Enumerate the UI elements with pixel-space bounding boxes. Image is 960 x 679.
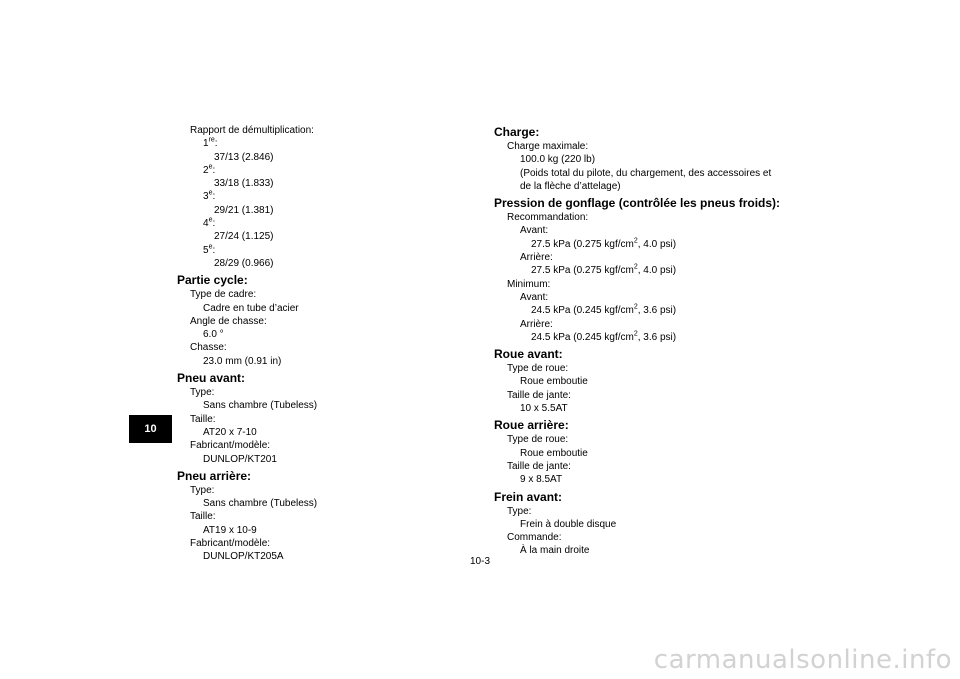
- max-load-note-1: (Poids total du pilote, du chargement, des accessoires et: [520, 167, 772, 179]
- front-brake-heading: Frein avant:: [494, 489, 563, 504]
- rear-wheel-type-value: Roue emboutie: [520, 447, 588, 459]
- gear-5-value: 28/29 (0.966): [214, 257, 274, 269]
- rear-tire-maker-value: DUNLOP/KT205A: [203, 551, 284, 563]
- chassis-heading: Partie cycle:: [177, 273, 248, 288]
- front-wheel-type-value: Roue emboutie: [520, 376, 588, 388]
- max-load-label: Charge maximale:: [507, 141, 589, 152]
- front-wheel-rim-label: Taille de jante:: [507, 389, 571, 401]
- page-number: 10-3: [469, 556, 490, 567]
- frame-type-label: Type de cadre:: [190, 289, 257, 301]
- rear-tire-heading: Pneu arrière:: [177, 468, 252, 483]
- gear-3-label: 3e:: [203, 190, 216, 203]
- front-tire-maker-value: DUNLOP/KT201: [203, 453, 277, 465]
- min-rear-value: 24.5 kPa (0.245 kgf/$cm^2$, 3.6 psi): [531, 330, 677, 343]
- rec-rear-label: Arrière:: [520, 252, 553, 264]
- gear-4-value: 27/24 (1.125): [214, 231, 274, 243]
- gear-3-value: 29/21 (1.381): [214, 204, 274, 216]
- trail-value: 23.0 mm (0.91 in): [203, 355, 282, 367]
- ratio-label: Rapport de démultiplication:: [190, 125, 314, 136]
- caster-label: Angle de chasse:: [190, 315, 267, 327]
- left-column: [177, 124, 437, 564]
- rear-wheel-heading: Roue arrière:: [494, 418, 569, 433]
- front-tire-size-label: Taille:: [190, 413, 216, 425]
- front-wheel-rim-value: 10 x 5.5AT: [520, 403, 568, 415]
- frame-type-value: Cadre en tube d’acier: [203, 302, 299, 314]
- front-wheel-type-label: Type de roue:: [507, 363, 569, 375]
- front-tire-type-label: Type:: [190, 387, 215, 399]
- gear-2-label: 2e:: [203, 163, 216, 176]
- rear-wheel-rim-value: 9 x 8.5AT: [520, 474, 563, 486]
- rear-wheel-type-label: Type de roue:: [507, 434, 569, 446]
- front-wheel-heading: Roue avant:: [494, 347, 563, 362]
- gear-4-label: 4e:: [203, 216, 216, 230]
- gear-1-value: 37/13 (2.846): [214, 151, 274, 163]
- recommended-label: Recommandation:: [507, 212, 589, 224]
- watermark: carmanualsonline.info: [653, 645, 952, 675]
- max-load-note-2: de la flèche d’attelage): [520, 180, 621, 192]
- rear-tire-type-value: Sans chambre (Tubeless): [203, 498, 318, 510]
- front-tire-heading: Pneu avant:: [177, 371, 246, 386]
- max-load-value: 100.0 kg (220 lb): [520, 154, 596, 166]
- front-brake-control-label: Commande:: [507, 532, 562, 544]
- gear-5-label: 5e:: [203, 243, 216, 256]
- rear-wheel-rim-label: Taille de jante:: [507, 460, 571, 472]
- pressure-heading: Pression de gonflage (contrôlée les pneus froids):: [494, 196, 781, 211]
- gear-1-label: 1re:: [203, 136, 218, 150]
- rec-front-label: Avant:: [520, 225, 549, 237]
- min-rear-label: Arrière:: [520, 318, 553, 330]
- gear-2-value: 33/18 (1.833): [214, 178, 274, 190]
- trail-label: Chasse:: [190, 342, 227, 354]
- rec-front-value: 27.5 kPa (0.275 kgf/$cm^2$, 4.0 psi): [531, 237, 677, 250]
- front-tire-type-value: Sans chambre (Tubeless): [203, 400, 318, 412]
- front-brake-type-label: Type:: [507, 505, 532, 517]
- rec-rear-value: 27.5 kPa (0.275 kgf/$cm^2$, 4.0 psi): [531, 264, 677, 277]
- chapter-tab: 10: [129, 415, 172, 443]
- front-tire-maker-label: Fabricant/modèle:: [190, 440, 271, 452]
- min-front-value: 24.5 kPa (0.245 kgf/$cm^2$, 3.6 psi): [531, 303, 677, 317]
- rear-tire-size-label: Taille:: [190, 511, 216, 523]
- min-front-label: Avant:: [520, 291, 549, 303]
- rear-tire-type-label: Type:: [190, 484, 215, 496]
- minimum-label: Minimum:: [507, 278, 551, 290]
- right-column: [494, 124, 794, 558]
- rear-tire-maker-label: Fabricant/modèle:: [190, 538, 271, 550]
- front-brake-control-value: À la main droite: [520, 545, 590, 557]
- front-tire-size-value: AT20 x 7-10: [203, 426, 257, 438]
- rear-tire-size-value: AT19 x 10-9: [203, 524, 257, 536]
- load-heading: Charge:: [494, 125, 540, 139]
- front-brake-type-value: Frein à double disque: [520, 518, 617, 530]
- caster-value: 6.0 °: [203, 329, 224, 341]
